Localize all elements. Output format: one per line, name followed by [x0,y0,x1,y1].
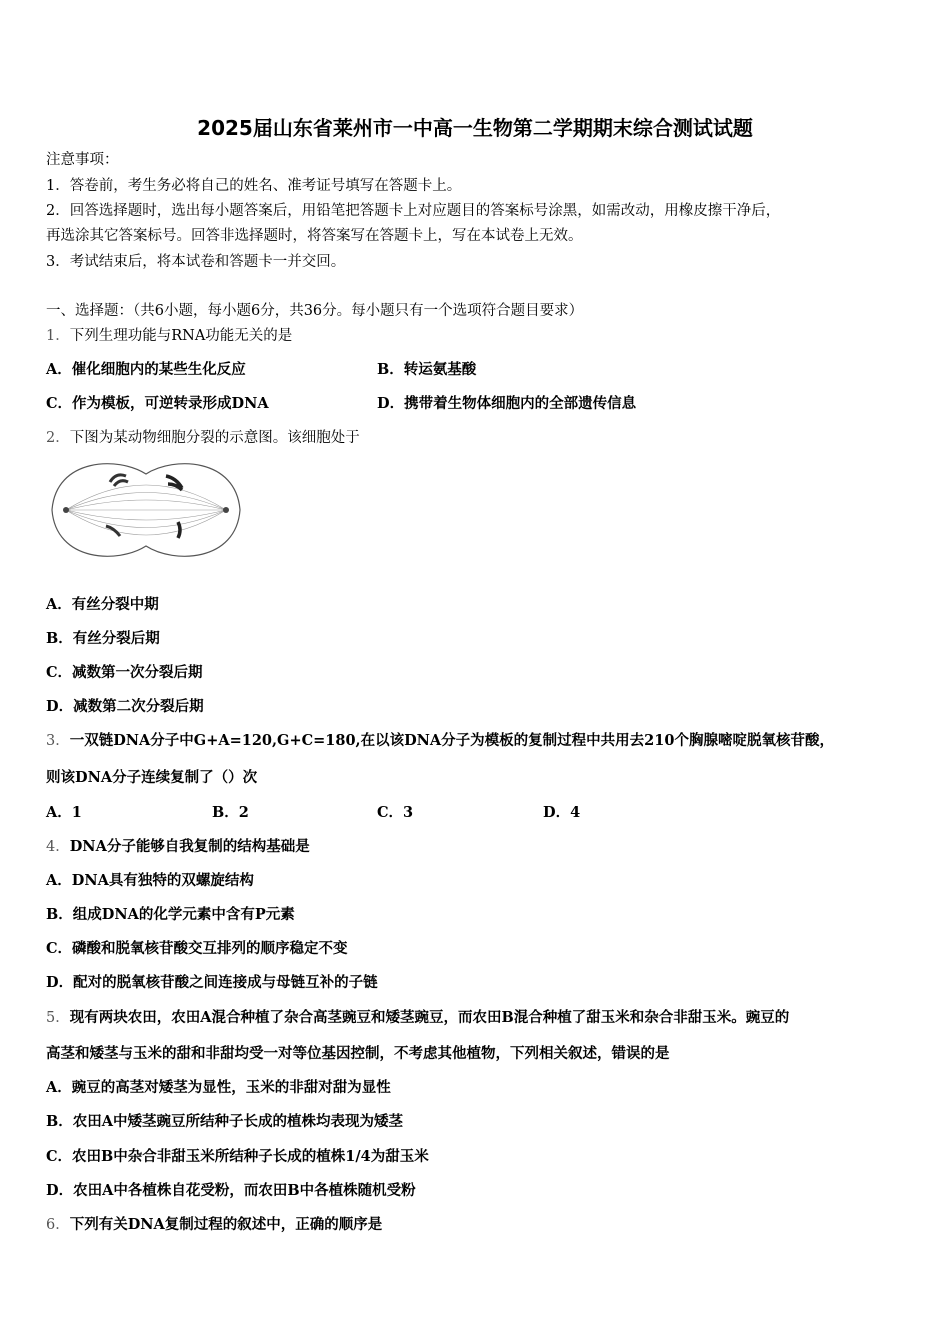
question-number: 6． [46,1217,70,1233]
notice-item: 2．回答选择题时，选出每小题答案后，用铅笔把答题卡上对应题目的答案标号涂黑，如需改动，用橡皮擦干净后， [46,203,781,219]
option: D．农田A中各植株自花受粉，而农田B中各植株随机受粉 [46,1182,416,1199]
question-stem-continued: 高茎和矮茎与玉米的甜和非甜均受一对等位基因控制，不考虑其他植物，下列相关叙述，错误的是 [46,1045,670,1062]
page-title: 2025届山东省莱州市一中高一生物第二学期期末综合测试试题 [197,116,753,140]
cell-division-diagram [48,460,244,560]
option: C．磷酸和脱氧核苷酸交互排列的顺序稳定不变 [46,940,348,957]
question-number: 1． [46,328,70,344]
question-1 [46,326,292,346]
question-stem: 下列生理功能与RNA功能无关的是 [69,328,293,344]
question-stem: 一双链DNA分子中G+A=120,G+C=180,在以该DNA分子为模板的复制过程中共用去210个胸腺嘧啶脱氧核苷酸， [69,732,834,749]
option: A．豌豆的高茎对矮茎为显性，玉米的非甜对甜为显性 [46,1079,391,1096]
question-stem: DNA分子能够自我复制的结构基础是 [69,838,310,855]
notice-item: 1．答卷前，考生务必将自己的姓名、准考证号填写在答题卡上。 [46,178,462,194]
option: B．有丝分裂后期 [46,630,160,647]
question-number: 5． [46,1010,70,1026]
question-stem: 下列有关DNA复制过程的叙述中，正确的顺序是 [69,1216,383,1233]
question-6 [46,1215,382,1235]
question-stem-continued: 则该DNA分子连续复制了（）次 [46,769,258,786]
question-number: 3． [46,733,70,749]
question-stem: 下图为某动物细胞分裂的示意图。该细胞处于 [69,430,360,446]
option: C．减数第一次分裂后期 [46,664,203,681]
option: D．携带着生物体细胞内的全部遗传信息 [377,395,637,412]
question-2 [46,428,360,448]
option: A．1 [46,804,82,821]
notice-item: 再选涂其它答案标号。回答非选择题时，将答案写在答题卡上，写在本试卷上无效。 [46,228,583,244]
option: D．减数第二次分裂后期 [46,698,204,715]
notice-item: 3．考试结束后，将本试卷和答题卡一并交回。 [46,254,346,270]
option: D．配对的脱氧核苷酸之间连接成与母链互补的子链 [46,974,378,991]
option: C．农田B中杂合非甜玉米所结种子长成的植株1/4为甜玉米 [46,1148,429,1165]
option: C．作为模板，可逆转录形成DNA [46,395,269,412]
question-4 [46,837,310,857]
question-3 [46,731,834,751]
option: A．催化细胞内的某些生化反应 [46,361,246,378]
question-number: 2． [46,430,70,446]
option: D．4 [543,804,581,821]
question-number: 4． [46,839,70,855]
section-heading: 一、选择题：（共6小题，每小题6分，共36分。每小题只有一个选项符合题目要求） [46,303,584,319]
option: B．2 [212,804,249,821]
option: B．组成DNA的化学元素中含有P元素 [46,906,295,923]
question-stem: 现有两块农田，农田A混合种植了杂合高茎豌豆和矮茎豌豆，而农田B混合种植了甜玉米和杂合非甜玉米。豌豆的 [69,1009,790,1026]
option: B．转运氨基酸 [377,361,477,378]
option: A．DNA具有独特的双螺旋结构 [46,872,254,889]
option: A．有丝分裂中期 [46,596,159,613]
notice-heading: 注意事项： [46,152,119,168]
option: C．3 [377,804,414,821]
option: B．农田A中矮茎豌豆所结种子长成的植株均表现为矮茎 [46,1113,404,1130]
question-5 [46,1008,789,1028]
